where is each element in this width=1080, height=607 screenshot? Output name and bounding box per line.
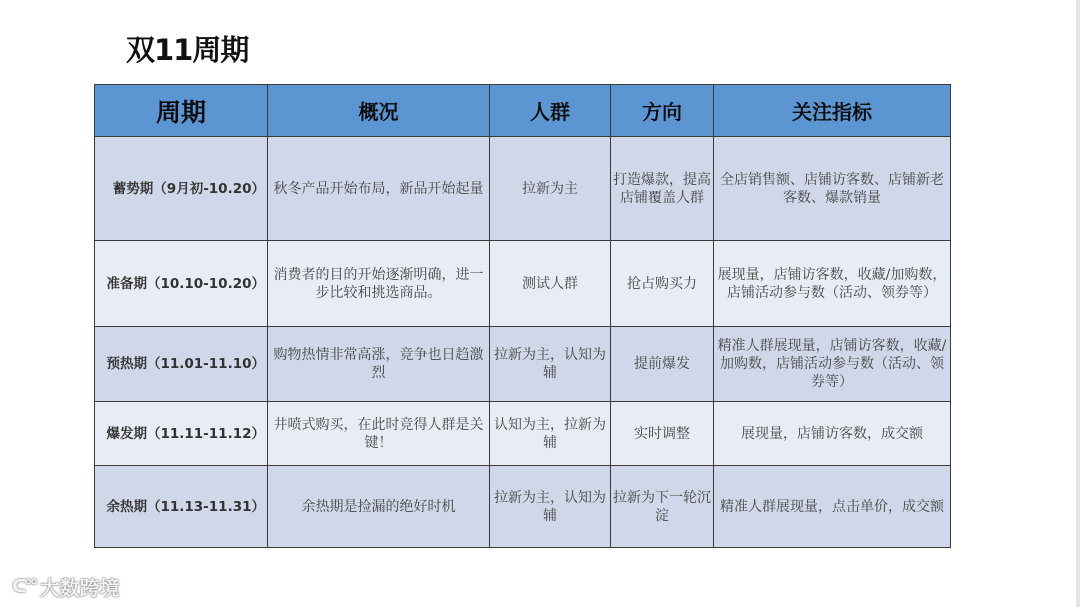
metrics-cell: 展现量，店铺访客数，收藏/加购数，店铺活动参与数（活动、领券等） [714,241,951,327]
direction-cell: 抢占购买力 [611,241,714,327]
watermark [12,572,120,601]
overview-cell: 井喷式购买，在此时竞得人群是关键！ [268,402,490,466]
metrics-cell: 精准人群展现量，店铺访客数，收藏/加购数，店铺活动参与数（活动、领券等） [714,327,951,402]
header-period: 周期 [95,85,268,137]
right-edge-bar [1076,0,1080,607]
metrics-cell: 展现量，店铺访客数，成交额 [714,402,951,466]
overview-cell: 秋冬产品开始布局，新品开始起量 [268,137,490,241]
header-overview: 概况 [268,85,490,137]
direction-cell: 提前爆发 [611,327,714,402]
table-row [95,137,951,241]
metrics-cell: 精准人群展现量，点击单价，成交额 [714,466,951,548]
overview-cell: 购物热情非常高涨，竞争也日趋激烈 [268,327,490,402]
table-row [95,327,951,402]
audience-cell: 拉新为主 [490,137,611,241]
header-direction: 方向 [611,85,714,137]
period-cell: 爆发期（11.11-11.12） [95,402,268,466]
page-title: 双11周期 [126,33,249,67]
period-cell: 预热期（11.01-11.10） [95,327,268,402]
overview-cell: 消费者的目的开始逐渐明确，进一步比较和挑选商品。 [268,241,490,327]
audience-cell: 认知为主，拉新为辅 [490,402,611,466]
period-cell: 蓄势期（9月初-10.20） [95,137,268,241]
period-cell: 准备期（10.10-10.20） [95,241,268,327]
header-audience: 人群 [490,85,611,137]
watermark-text: 大数跨境 [39,576,120,600]
overview-cell: 余热期是捡漏的绝好时机 [268,466,490,548]
header-metrics: 关注指标 [714,85,951,137]
table-row [95,402,951,466]
table-row [95,241,951,327]
metrics-cell: 全店销售额、店铺访客数、店铺新老客数、爆款销量 [714,137,951,241]
table-header-row [95,85,951,137]
audience-cell: 拉新为主，认知为辅 [490,327,611,402]
period-cell: 余热期（11.13-11.31） [95,466,268,548]
direction-cell: 打造爆款，提高店铺覆盖人群 [611,137,714,241]
table-row [95,466,951,548]
direction-cell: 实时调整 [611,402,714,466]
audience-cell: 测试人群 [490,241,611,327]
audience-cell: 拉新为主，认知为辅 [490,466,611,548]
direction-cell: 拉新为下一轮沉淀 [611,466,714,548]
double11-cycle-table [94,84,951,548]
watermark-logo-icon: ᑕ°° [12,576,36,597]
